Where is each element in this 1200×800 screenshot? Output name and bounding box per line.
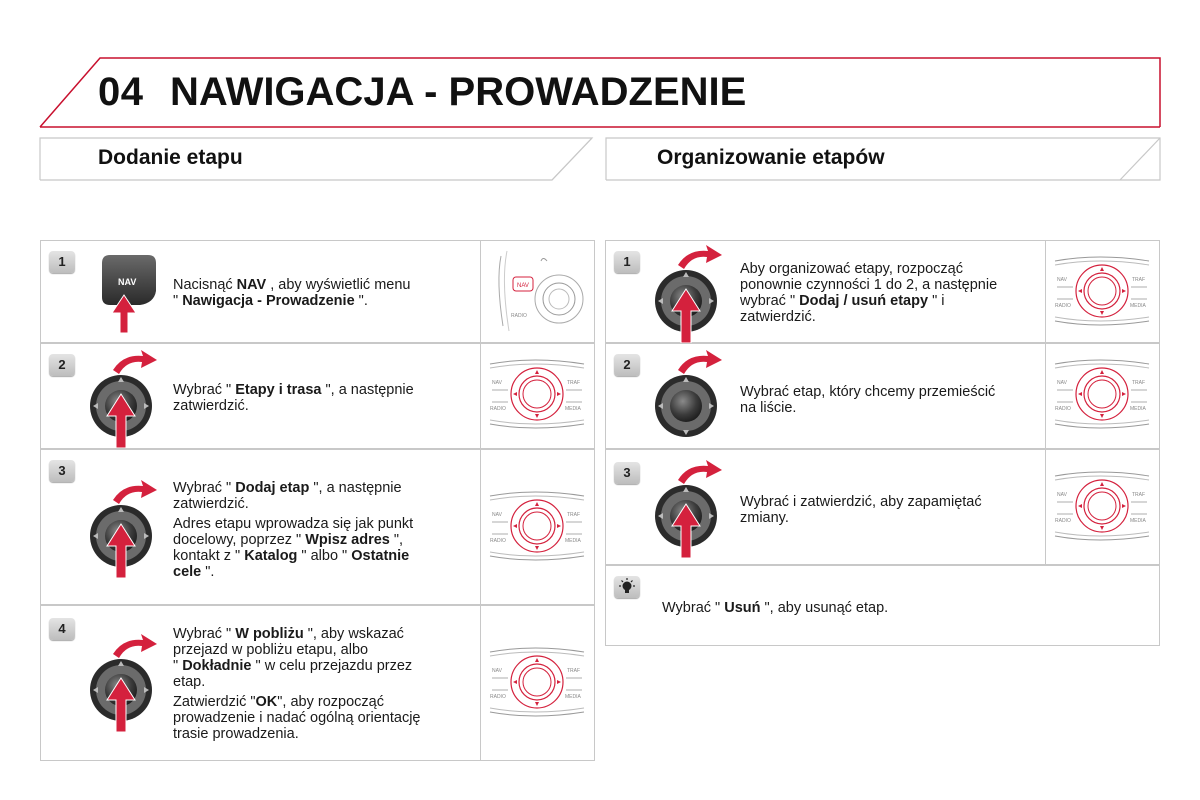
svg-text:NAV: NAV (517, 283, 529, 289)
left-step-3 (40, 449, 595, 605)
left-step-2 (40, 343, 595, 449)
console-panel-icon (1046, 344, 1159, 448)
rotary-knob-icon (654, 460, 724, 560)
console-image (480, 344, 594, 448)
svg-text:TRAF: TRAF (1132, 277, 1146, 283)
step-text: Wybrać " Dodaj etap ", a następnie zatwierdzić. Adres etapu wprowadza się jak punkt docelowy, poprzez " Wpisz adres ", kontakt z " Katalog " albo " Ostatnie cele ". (173, 480, 414, 580)
console-image (480, 241, 594, 342)
svg-text:MEDIA: MEDIA (1130, 518, 1146, 524)
step-number: 3 (614, 462, 640, 484)
step-number: 1 (49, 251, 75, 273)
svg-text:RADIO: RADIO (1055, 303, 1071, 309)
rotary-knob-icon (654, 350, 724, 448)
svg-text:NAV: NAV (118, 277, 137, 287)
console-image (1045, 241, 1159, 342)
page-title: NAWIGACJA - PROWADZENIE (170, 70, 747, 114)
svg-text:MEDIA: MEDIA (565, 406, 581, 412)
svg-text:NAV: NAV (1057, 277, 1067, 283)
svg-text:RADIO: RADIO (490, 694, 506, 700)
step-number: 4 (49, 618, 75, 640)
rotary-knob-icon (89, 350, 159, 448)
svg-text:TRAF: TRAF (567, 668, 581, 674)
console-image (480, 606, 594, 760)
console-image (1045, 344, 1159, 448)
svg-text:MEDIA: MEDIA (1130, 303, 1146, 309)
step-text: Aby organizować etapy, rozpocząć ponownie czynności 1 do 2, a następnie wybrać " Dodaj / usuń etapy " i zatwierdzić. (740, 261, 998, 325)
chapter-number: 04 (98, 70, 144, 114)
svg-text:MEDIA: MEDIA (1130, 406, 1146, 412)
section-title-organize-stages: Organizowanie etapów (657, 146, 885, 169)
step-text: Wybrać i zatwierdzić, aby zapamiętać zmiany. (740, 494, 982, 526)
step-text: Nacisnąć NAV , aby wyświetlić menu " Nawigacja - Prowadzenie ". (173, 277, 411, 309)
svg-text:TRAF: TRAF (567, 512, 581, 518)
left-step-1 (40, 240, 595, 343)
rotary-knob-icon (89, 634, 159, 732)
svg-text:RADIO: RADIO (490, 538, 506, 544)
right-step-1 (605, 240, 1160, 343)
svg-text:MEDIA: MEDIA (565, 694, 581, 700)
step-text: Wybrać etap, który chcemy przemieścić na liście. (740, 384, 996, 416)
svg-text:TRAF: TRAF (1132, 492, 1146, 498)
right-tip (605, 565, 1160, 646)
left-step-4 (40, 605, 595, 761)
step-text: Wybrać " Etapy i trasa ", a następnie zatwierdzić. (173, 382, 414, 414)
console-panel-icon (481, 344, 594, 448)
svg-text:MEDIA: MEDIA (565, 538, 581, 544)
svg-text:RADIO: RADIO (511, 313, 527, 319)
console-image (480, 450, 594, 604)
console-nav-panel-icon (481, 241, 594, 342)
step-number: 2 (614, 354, 640, 376)
lightbulb-icon (614, 576, 640, 598)
right-step-2 (605, 343, 1160, 449)
section-title-add-stage: Dodanie etapu (98, 146, 243, 169)
svg-text:NAV: NAV (1057, 380, 1067, 386)
svg-text:RADIO: RADIO (1055, 406, 1071, 412)
svg-text:TRAF: TRAF (1132, 380, 1146, 386)
step-number: 2 (49, 354, 75, 376)
rotary-knob-icon (89, 480, 159, 578)
right-step-3 (605, 449, 1160, 565)
svg-text:NAV: NAV (1057, 492, 1067, 498)
svg-text:NAV: NAV (492, 668, 502, 674)
tip-text: Wybrać " Usuń ", aby usunąć etap. (662, 600, 889, 616)
console-panel-icon (1046, 450, 1159, 564)
svg-text:NAV: NAV (492, 512, 502, 518)
console-panel-icon (481, 606, 594, 760)
step-number: 1 (614, 251, 640, 273)
step-number: 3 (49, 460, 75, 482)
svg-text:TRAF: TRAF (567, 380, 581, 386)
nav-button-icon (96, 249, 161, 334)
rotary-knob-icon (654, 245, 724, 343)
svg-text:RADIO: RADIO (1055, 518, 1071, 524)
console-panel-icon (1046, 241, 1159, 342)
console-panel-icon (481, 450, 594, 604)
console-image (1045, 450, 1159, 564)
svg-text:RADIO: RADIO (490, 406, 506, 412)
step-text: Wybrać " W pobliżu ", aby wskazać przejazd w pobliżu etapu, albo " Dokładnie " w celu przejazdu przez etap. Zatwierdzić "OK", aby rozpocząć prowadzenie i nadać ogólną orientację trasie prowadzenia. (173, 626, 421, 742)
svg-text:NAV: NAV (492, 380, 502, 386)
